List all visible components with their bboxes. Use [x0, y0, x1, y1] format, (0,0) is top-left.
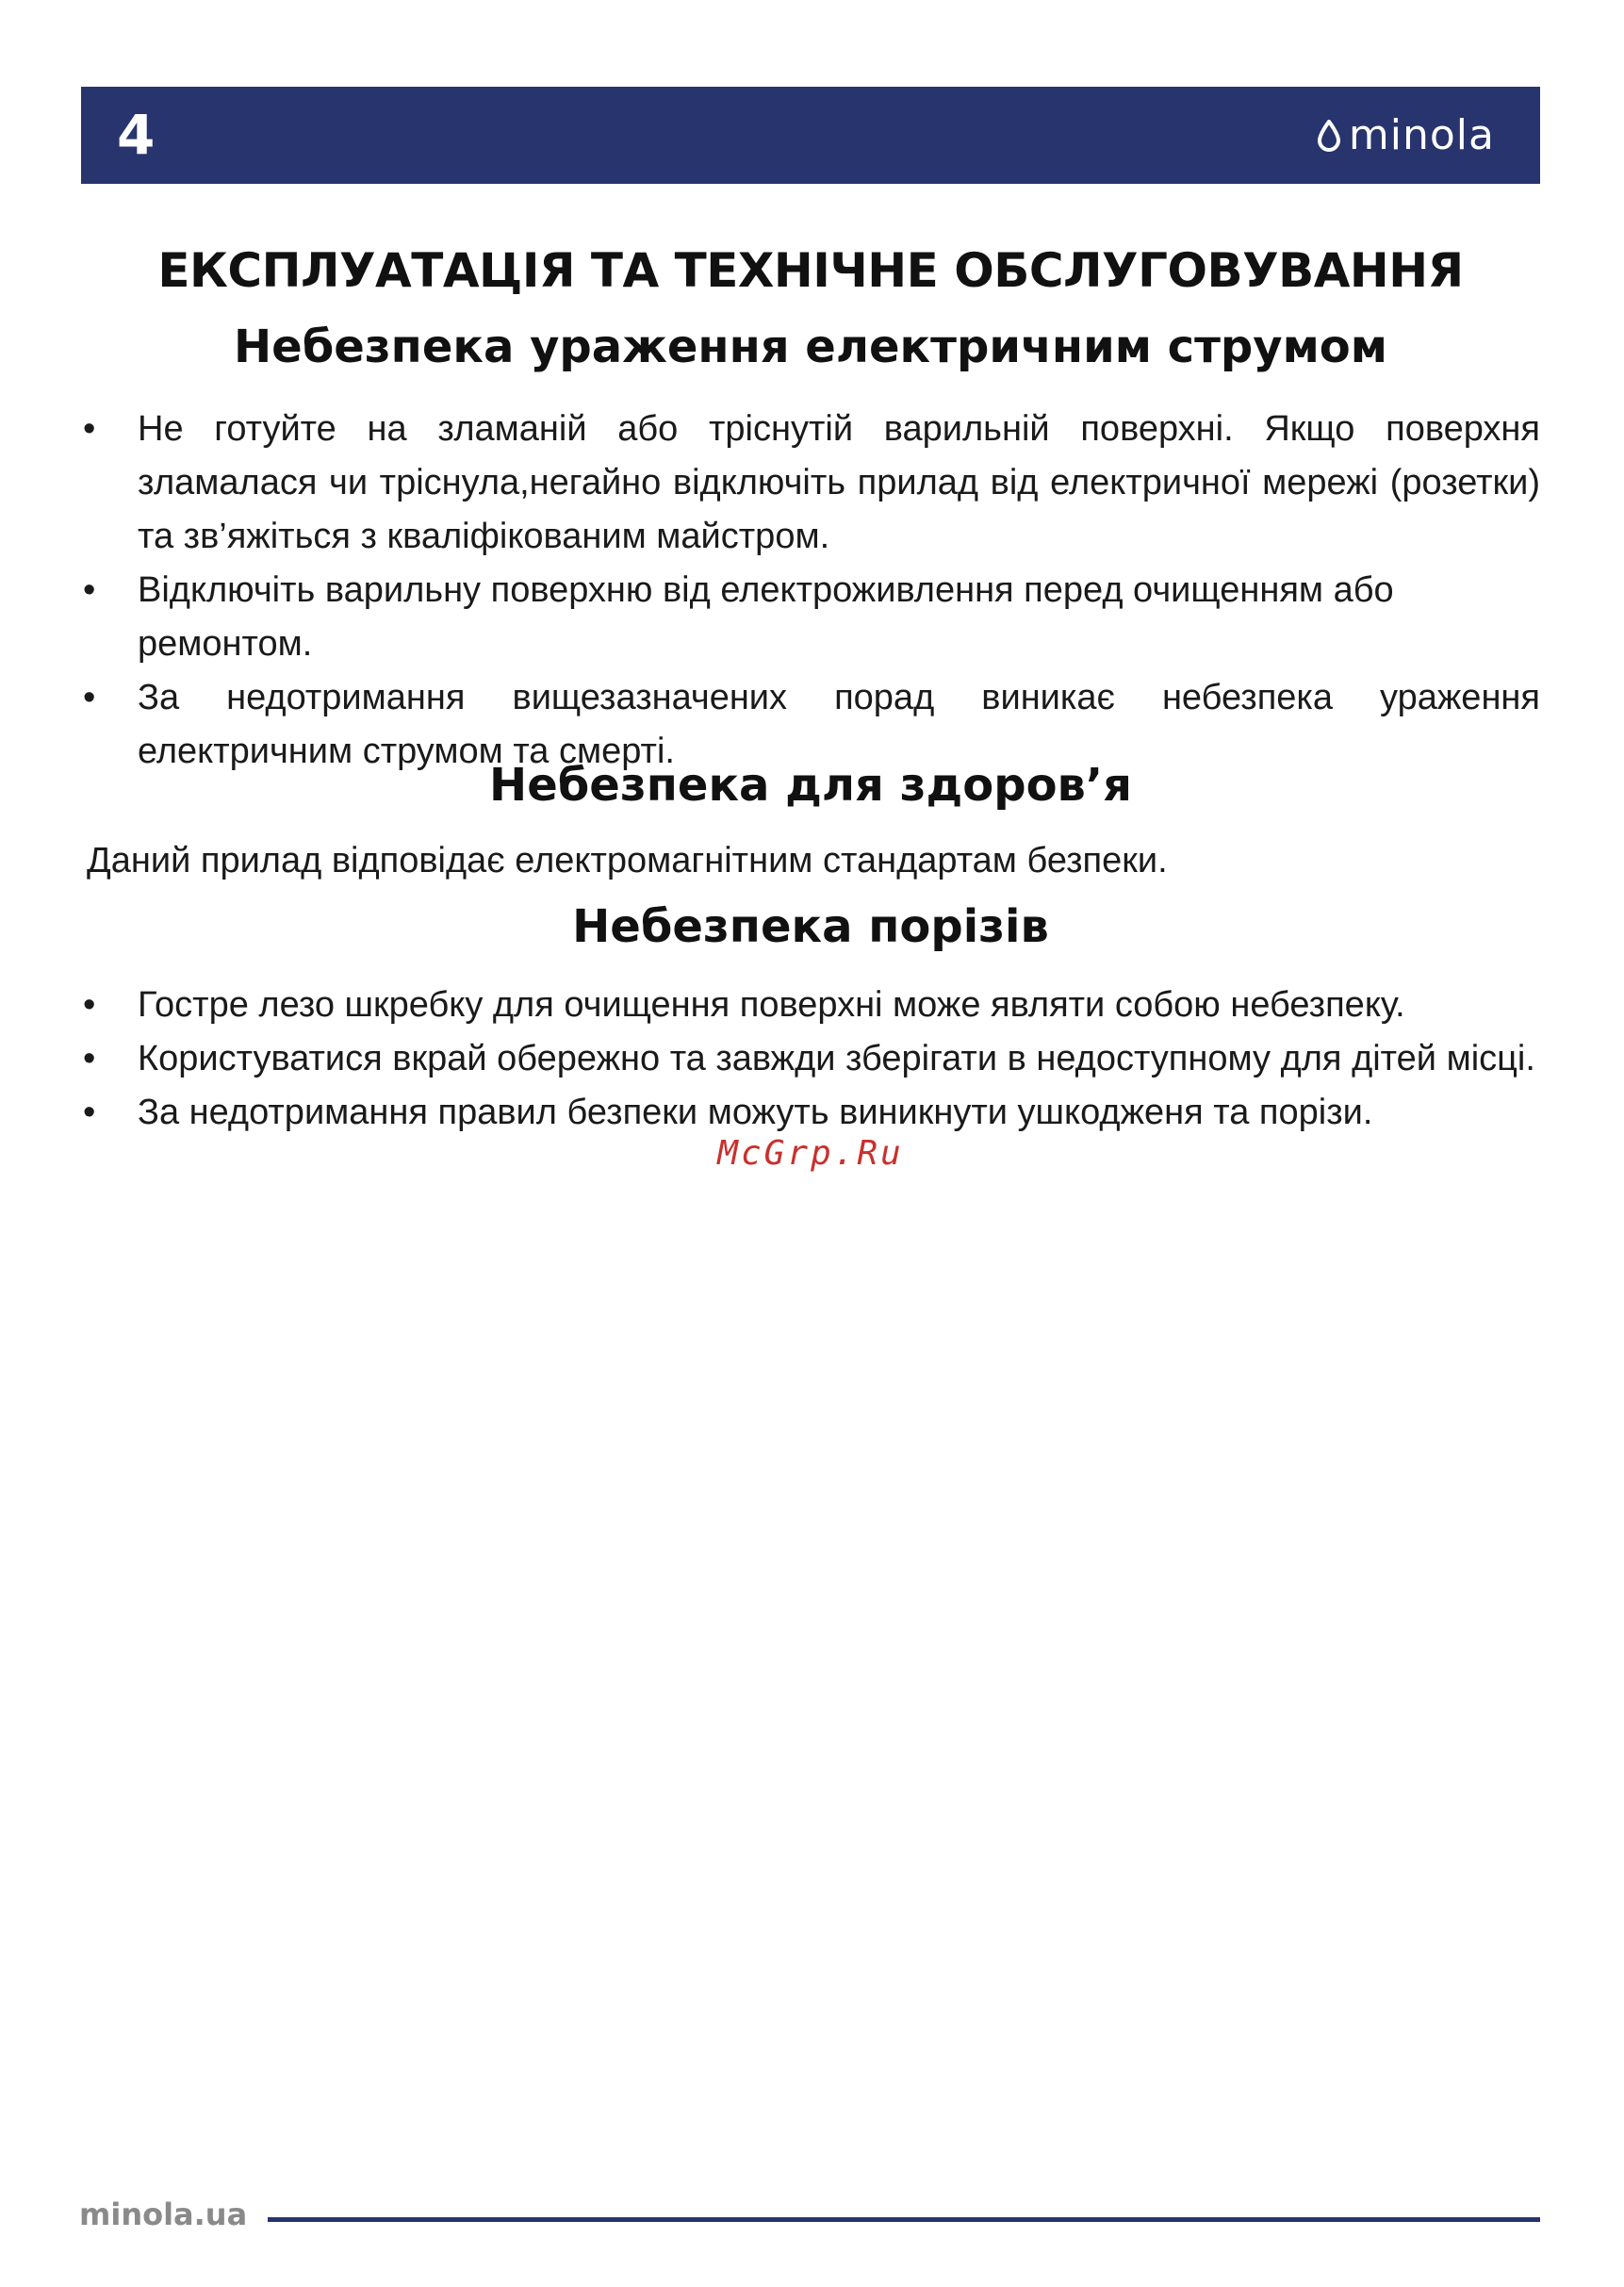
footer-site-link[interactable]: minola.ua: [79, 2197, 248, 2232]
bullet-icon: •: [83, 409, 96, 449]
bullet-icon: •: [83, 985, 96, 1025]
list-item: • Не готуйте на зламаній або тріснутій варильній поверхні. Якщо поверхня зламалася чи тріснула,негайно відключіть прилад від електричної мережі (розетки) та зв’яжіться з кваліфікованим майстром.: [81, 403, 1540, 564]
section-heading-electric: Небезпека ураження електричним струмом: [233, 321, 1388, 373]
section-heading-cuts: Небезпека порізів: [572, 900, 1049, 953]
section-heading-health: Небезпека для здоров’я: [489, 759, 1132, 812]
health-paragraph: Даний прилад відповідає електромагнітним стандартам безпеки.: [87, 841, 1168, 880]
bullet-icon: •: [83, 1093, 96, 1132]
brand-name: minola: [1348, 110, 1495, 159]
list-item: • Відключіть варильну поверхню від електроживлення перед очищенням або ремонтом.: [81, 564, 1540, 671]
bullet-icon: •: [83, 570, 96, 610]
electric-hazard-list: [81, 403, 1540, 779]
bullet-icon: •: [83, 678, 96, 717]
list-item: • Гостре лезо шкребку для очищення поверхні може являти собою небезпеку.: [81, 979, 1540, 1032]
page-title: ЕКСПЛУАТАЦІЯ ТА ТЕХНІЧНЕ ОБСЛУГОВУВАННЯ: [157, 243, 1464, 298]
brand-logo: [1317, 87, 1495, 184]
list-item: • За недотримання вищезазначених порад виникає небезпека ураження електричним струмом та смерті.: [81, 671, 1540, 779]
cut-hazard-list: [81, 979, 1540, 1140]
header-bar: [81, 87, 1540, 184]
watermark: McGrp.Ru: [717, 1134, 904, 1173]
list-item: • За недотримання правил безпеки можуть виникнути ушкодженя та порізи.: [81, 1086, 1540, 1140]
list-item: • Користуватися вкрай обережно та завжди зберігати в недоступному для дітей місці.: [81, 1032, 1540, 1086]
page-number: 4: [117, 103, 156, 167]
droplet-logo-icon: [1317, 120, 1341, 152]
footer-divider: [268, 2217, 1540, 2222]
bullet-icon: •: [83, 1039, 96, 1078]
